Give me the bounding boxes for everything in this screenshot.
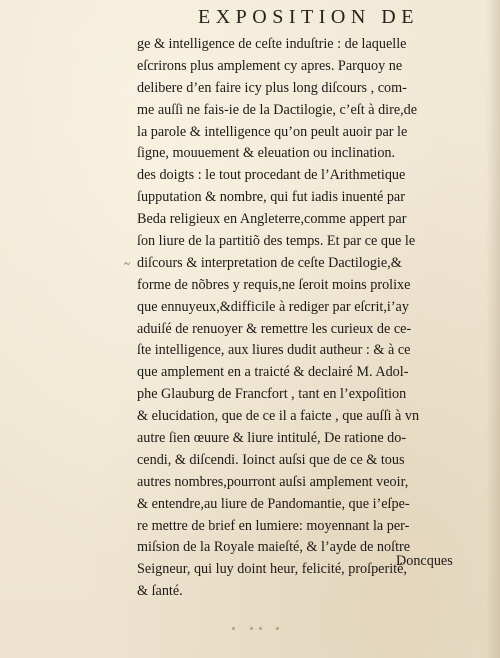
text-line: que ennuyeux,&difficile à rediger par eſcrit,i’ay xyxy=(137,298,409,315)
text-line: ſte intelligence, aux liures dudit autheur : & à ce xyxy=(137,342,411,359)
speck xyxy=(259,627,262,630)
paper-specks xyxy=(228,625,288,633)
text-line: autre ſien œuure & liure intitulé, De ratione do- xyxy=(137,430,407,447)
text-line: Beda religieux en Angleterre,comme appert par xyxy=(137,211,407,228)
text-line: & elucidation, que de ce il a faicte , que auſſi à vn xyxy=(137,408,420,425)
text-block xyxy=(137,34,473,603)
running-head: EXPOSITION DE xyxy=(198,6,419,28)
text-line: la parole & intelligence qu’on peult auoir par le xyxy=(137,123,408,140)
text-line: & entendre,au liure de Pandomantie, que i’eſpe- xyxy=(137,495,410,512)
page-edge-shadow xyxy=(486,0,500,658)
text-line: que amplement en a traicté & declairé M. Adol- xyxy=(137,364,409,381)
text-line: ſon liure de la partitiõ des temps. Et par ce que le xyxy=(137,233,416,250)
text-line: forme de nõbres y requis,ne ſeroit moins prolixe xyxy=(137,276,411,293)
catchword: Doncques xyxy=(396,553,453,569)
text-line: me auſſi ne fais-ie de la Dactilogie, c’eſt à dire,de xyxy=(137,101,418,118)
text-line: des doigts : le tout procedant de l’Arithmetique xyxy=(137,167,406,184)
text-line: Seigneur, qui luy doint heur, felicité, proſperité, xyxy=(137,561,407,578)
text-line: ge & intelligence de ceſte induſtrie : de laquelle xyxy=(137,36,407,52)
speck xyxy=(232,627,235,630)
margin-mark: ~ xyxy=(124,258,130,270)
text-line: diſcours & interpretation de ceſte Dactilogie,& xyxy=(137,254,402,271)
text-line: re mettre de brief en lumiere: moyennant la per- xyxy=(137,517,410,534)
speck xyxy=(276,627,279,630)
text-line: delibere d’en faire icy plus long diſcours , com- xyxy=(137,79,407,96)
text-line: aduiſé de renuoyer & remettre les curieux de ce- xyxy=(137,320,412,337)
text-line: ſupputation & nombre, qui fut iadis inuenté par xyxy=(137,189,405,206)
text-line: ſigne, mouuement & eleuation ou inclination. xyxy=(137,145,396,162)
text-line: eſcrirons plus amplement cy apres. Parquoy ne xyxy=(137,57,403,74)
text-line: cendi, & diſcendi. Ioinct auſsi que de ce & tous xyxy=(137,451,405,468)
text-line: miſsion de la Royale maieſté, & l’ayde de noſtre xyxy=(137,539,411,556)
text-line: & ſanté. xyxy=(137,583,183,600)
speck xyxy=(250,627,253,630)
text-line: autres nombres,pourront auſsi amplement veoir, xyxy=(137,473,409,490)
text-line: phe Glauburg de Francfort , tant en l’expoſition xyxy=(137,386,407,403)
